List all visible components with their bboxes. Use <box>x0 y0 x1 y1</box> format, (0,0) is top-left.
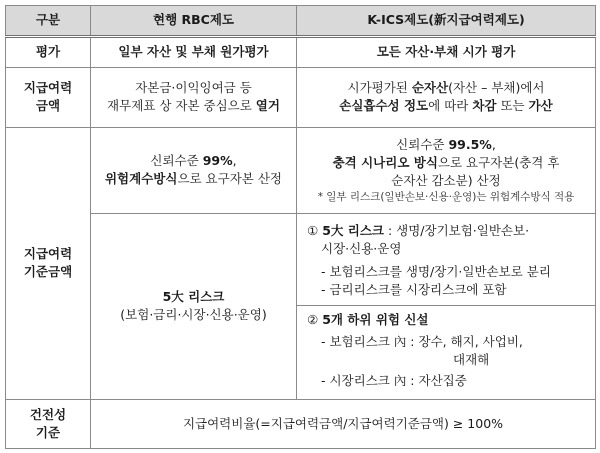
kics-required-method <box>297 127 596 214</box>
kics-solvency-line2-bold2: 차감 <box>472 98 497 114</box>
rbc-conf-value: 99% <box>202 153 233 169</box>
header-row <box>6 6 596 37</box>
label-soundness <box>6 399 91 448</box>
label-line2: 금액 <box>35 98 61 114</box>
rbc-method <box>95 170 292 188</box>
kics-sec2-num: ② <box>307 311 319 327</box>
kics-method-line3: 순자산 감소분) 산정 <box>391 172 501 188</box>
rbc-solvency-line2-bold: 열거 <box>255 98 280 114</box>
kics-method-note: * 일부 리스크(일반손보·신용·운영)는 위험계수방식 적용 <box>317 190 575 203</box>
header-rbc: 현행 RBC제도 <box>91 6 297 37</box>
kics-sec2-head <box>303 311 589 329</box>
kics-solvency-line2-mid2: 또는 <box>496 98 529 114</box>
kics-solvency-line1-pre: 시가평가된 <box>347 80 412 96</box>
row-required-capital-method <box>6 127 596 214</box>
kics-conf-post: , <box>491 136 496 152</box>
row-evaluation <box>6 36 596 67</box>
kics-conf-level <box>301 136 591 154</box>
label-line1: 건전성 <box>29 406 67 422</box>
row-soundness <box>6 399 596 448</box>
kics-method-bold: 충격 시나리오 방식 <box>332 154 438 170</box>
kics-solvency-line2-bold1: 손실흡수성 정도 <box>339 98 429 114</box>
rbc-solvency-line2-text: 재무제표 상 자본 중심으로 <box>107 98 256 114</box>
rbc-conf-level <box>95 152 292 170</box>
kics-sec2-bullet2: - 시장리스크 內 : 자산집중 <box>321 373 467 389</box>
kics-solvency-line2-bold3: 가산 <box>528 98 553 114</box>
kics-sec2-bold: 5개 하위 위험 신설 <box>322 311 429 327</box>
header-kics: K-ICS제도(新지급여력제도) <box>297 6 596 37</box>
kics-method <box>301 154 591 172</box>
kics-sec2-bullet1-cont: 대재해 <box>453 352 490 368</box>
rbc-solvency-line1: 자본금·이익잉여금 등 <box>135 80 252 96</box>
rbc-risk-list: (보험·금리·시장·신용·운영) <box>120 307 267 323</box>
kics-sec1-line2: 시장·신용·운영 <box>321 241 402 257</box>
kics-sec1-bullet2: - 금리리스크를 시장리스크에 포함 <box>321 281 507 297</box>
kics-solvency-line2-mid: 에 따라 <box>428 98 473 114</box>
kics-solvency-line2 <box>301 97 591 115</box>
label-line2: 기준금액 <box>23 264 73 280</box>
kics-sec1-bold: 5大 리스크 <box>322 223 384 239</box>
row-solvency-amount <box>6 67 596 127</box>
rbc-risk-title: 5大 리스크 <box>162 289 225 305</box>
kics-sec2-bullet1: - 보험리스크 內 : 장수, 해지, 사업비, <box>321 333 523 349</box>
kics-conf-value: 99.5% <box>448 136 492 152</box>
rbc-risk-categories <box>91 214 297 399</box>
rbc-method-post: 으로 요구자본 산정 <box>177 171 282 187</box>
label-line1: 지급여력 <box>23 80 73 96</box>
rbc-method-bold: 위험계수방식 <box>104 171 178 187</box>
kics-sec1-head <box>303 222 589 240</box>
rbc-solvency-line2 <box>95 97 292 115</box>
kics-solvency-line1-post: (자산 – 부채)에서 <box>448 80 545 96</box>
kics-solvency-line1 <box>301 79 591 97</box>
kics-method-post: 으로 요구자본(충격 후 <box>437 154 560 170</box>
kics-risk-categories <box>297 214 596 399</box>
kics-risk-section-1 <box>297 218 595 306</box>
kics-sec1-num: ① <box>307 223 319 239</box>
label-evaluation: 평가 <box>6 36 91 67</box>
kics-sec1-post: : 생명/장기보험·일반손보· <box>383 223 530 239</box>
kics-solvency-line1-bold: 순자산 <box>411 80 449 96</box>
kics-risk-section-2 <box>297 306 595 395</box>
rbc-kics-comparison-table <box>5 5 596 449</box>
soundness-criterion: 지급여력비율(=지급여력금액/지급여력기준금액) ≥ 100% <box>91 399 596 448</box>
rbc-conf-pre: 신뢰수준 <box>150 153 203 169</box>
rbc-solvency-amount <box>91 67 297 127</box>
rbc-required-method <box>91 127 297 214</box>
label-required-capital <box>6 127 91 399</box>
rbc-evaluation: 일부 자산 및 부채 원가평가 <box>91 36 297 67</box>
row-required-capital-risk <box>6 214 596 399</box>
kics-sec1-bullet1: - 보험리스크를 생명/장기·일반손보로 분리 <box>321 263 551 279</box>
comparison-table-container <box>5 5 595 449</box>
kics-evaluation: 모든 자산·부채 시가 평가 <box>297 36 596 67</box>
label-line2: 기준 <box>35 424 61 440</box>
label-line1: 지급여력 <box>23 245 73 261</box>
kics-conf-pre: 신뢰수준 <box>396 136 449 152</box>
header-category: 구분 <box>6 6 91 37</box>
label-solvency-amount <box>6 67 91 127</box>
rbc-conf-post: , <box>232 153 237 169</box>
kics-solvency-amount <box>297 67 596 127</box>
